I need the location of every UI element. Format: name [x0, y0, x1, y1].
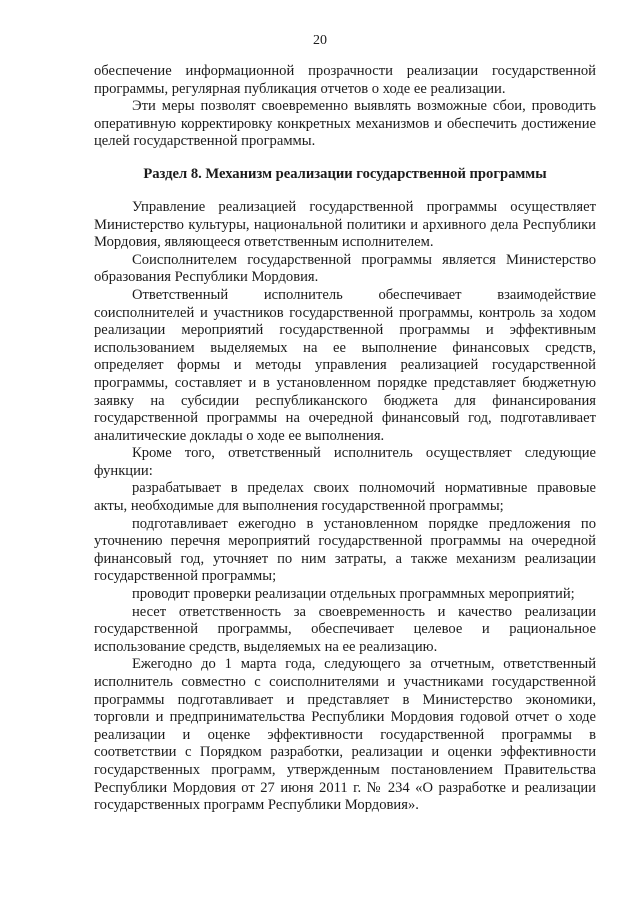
section-heading: Раздел 8. Механизм реализации государственной программы [143, 165, 547, 182]
document-body [94, 63, 596, 815]
paragraph-functions-intro: Кроме того, ответственный исполнитель осуществляет следующие функции: [94, 445, 596, 479]
function-item-1: разрабатывает в пределах своих полномочий нормативные правовые акты, необходимые для выполнения государственной программы; [94, 480, 596, 515]
paragraph-responsible-executor: Ответственный исполнитель обеспечивает взаимодействие соисполнителей и участников государственной программы, контроль за ходом реализации мероприятий государственной программы и эффективным использованием выделяемых на ее выполнение финансовых средств, определяет формы и методы управления реализацией государственной программы, составляет и в установленном порядке представляет бюджетную заявку на субсидии республиканского бюджета для финансирования государственной программы на очередной финансовый год, подготавливает аналитические доклады о ходе ее выполнения. [94, 286, 596, 444]
paragraph-co-executor: Соисполнителем государственной программы является Министерство образования Республики Мордовия. [94, 251, 596, 286]
intro-paragraph-1: обеспечение информационной прозрачности реализации государственной программы, регулярная публикация отчетов о ходе ее реализации. [94, 63, 596, 97]
function-item-2: подготавливает ежегодно в установленном порядке предложения по уточнению перечня мероприятий государственной программы на очередной финансовый год, уточняет по ним затраты, а также механизм реализации государственной программы; [94, 515, 596, 585]
function-item-3: проводит проверки реализации отдельных программных мероприятий; [132, 586, 575, 603]
function-item-4: несет ответственность за своевременность и качество реализации государственной программы, обеспечивает целевое и рациональное использование средств, выделяемых на ее реализацию. [94, 603, 596, 655]
page-number: 20 [313, 33, 327, 48]
paragraph-management: Управление реализацией государственной программы осуществляет Министерство культуры, национальной политики и архивного дела Республики Мордовия, являющееся ответственным исполнителем. [94, 198, 596, 251]
intro-paragraph-2: Эти меры позволят своевременно выявлять возможные сбои, проводить оперативную корректировку конкретных механизмов и обеспечить достижение целей государственной программы. [94, 98, 596, 150]
paragraph-annual-report: Ежегодно до 1 марта года, следующего за отчетным, ответственный исполнитель совместно с соисполнителями и участниками государственной программы подготавливает и представляет в Министерство экономики, торговли и предпринимательства Республики Мордовия годовой отчет о ходе реализации и оценке эффективности государственной программы в соответствии с Порядком разработки, реализации и оценки эффективности государственных программ, утвержденным постановлением Правительства Республики Мордовия от 27 июня 2011 г. № 234 «О разработке и реализации государственных программ Республики Мордовия». [94, 656, 596, 814]
